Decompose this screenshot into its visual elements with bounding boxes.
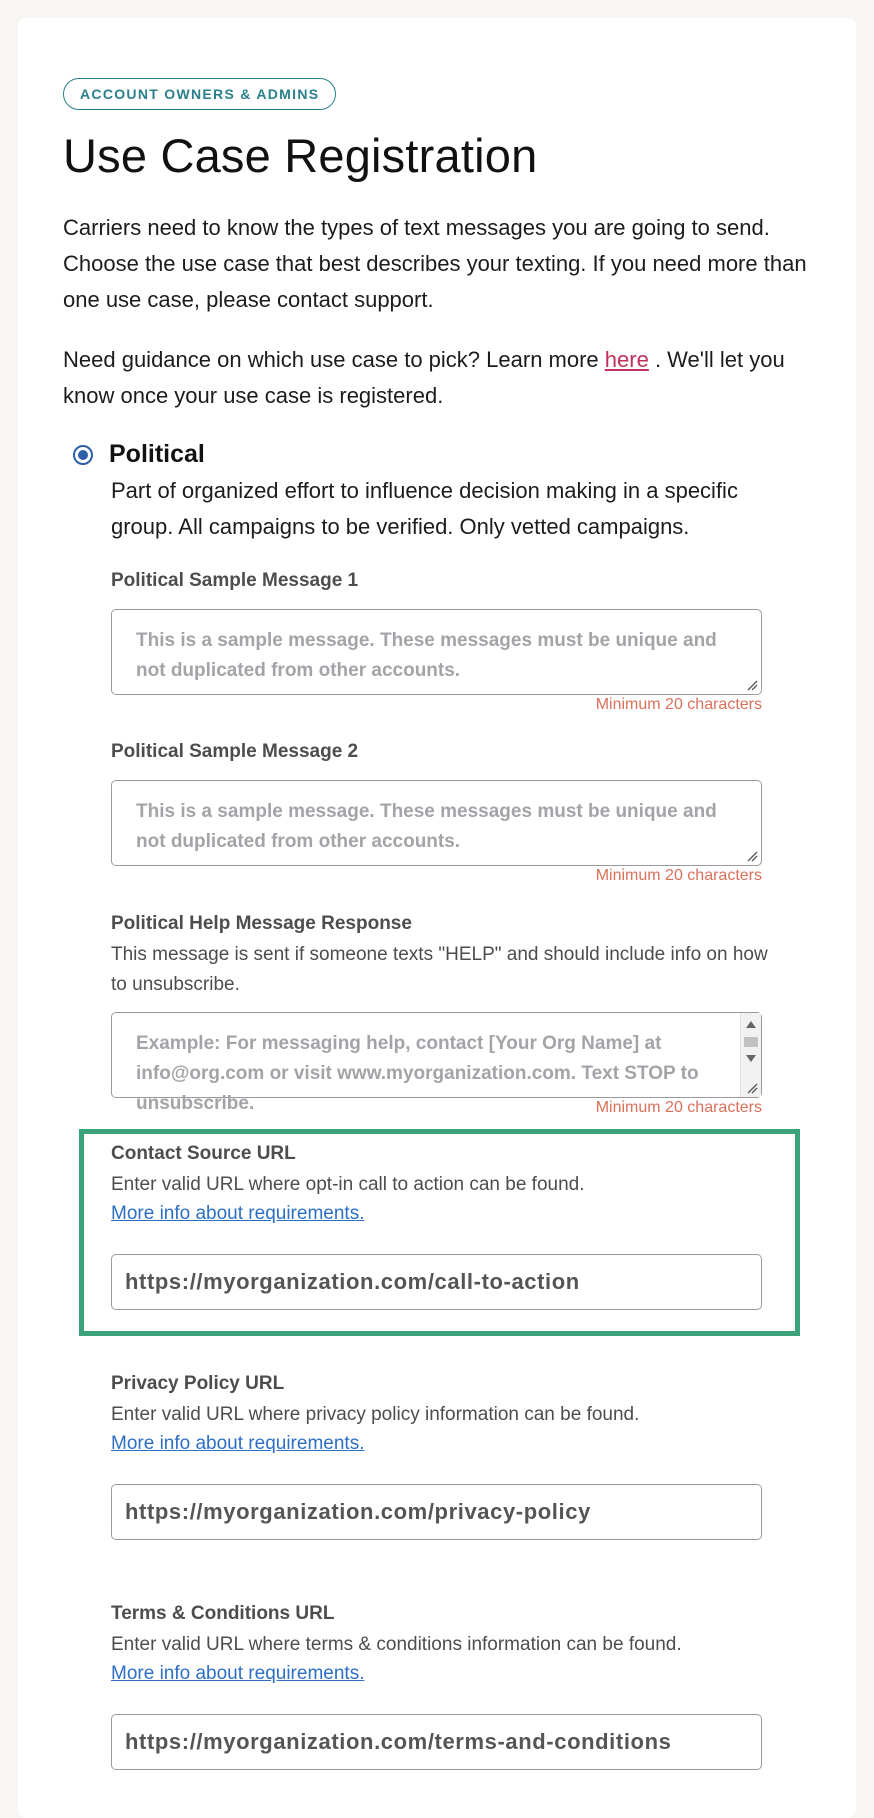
use-case-label[interactable]: Political — [109, 440, 205, 468]
page-title: Use Case Registration — [63, 129, 538, 182]
scroll-thumb[interactable] — [744, 1037, 758, 1047]
sample-message-1-label: Political Sample Message 1 — [111, 570, 359, 591]
guidance-here-link[interactable]: here — [604, 347, 649, 372]
sample-message-1-textarea[interactable] — [111, 609, 762, 695]
privacy-policy-label: Privacy Policy URL — [111, 1373, 285, 1394]
terms-conditions-help: Enter valid URL where terms & conditions information can be found. — [111, 1634, 682, 1655]
contact-source-url-input[interactable]: https://myorganization.com/call-to-action — [111, 1254, 762, 1310]
guidance-paragraph — [63, 342, 823, 414]
audience-badge-label: ACCOUNT OWNERS & ADMINS — [80, 86, 320, 102]
resize-grip-icon[interactable] — [746, 1082, 758, 1094]
intro-paragraph: Carriers need to know the types of text messages you are going to send. Choose the use case that best describes your texting. If you need more than one use case, please contact support. — [63, 215, 807, 312]
use-case-radio[interactable] — [73, 445, 93, 465]
help-message-help: This message is sent if someone texts "HELP" and should include info on how to unsubscribe. — [111, 944, 768, 995]
privacy-policy-help: Enter valid URL where privacy policy information can be found. — [111, 1404, 640, 1425]
terms-conditions-url-input[interactable]: https://myorganization.com/terms-and-conditions — [111, 1714, 762, 1770]
use-case-option-political[interactable] — [73, 440, 205, 469]
resize-grip-icon[interactable] — [746, 679, 758, 691]
scroll-down-icon[interactable] — [746, 1055, 756, 1062]
contact-source-label: Contact Source URL — [111, 1143, 296, 1164]
audience-badge — [63, 78, 336, 110]
sample-message-2-placeholder: This is a sample message. These messages must be unique and not duplicated from other accounts. — [136, 801, 717, 852]
resize-grip-icon[interactable] — [746, 850, 758, 862]
sample-message-2-label: Political Sample Message 2 — [111, 741, 359, 762]
privacy-policy-url-input[interactable]: https://myorganization.com/privacy-policy — [111, 1484, 762, 1540]
contact-source-requirements-link[interactable]: More info about requirements. — [111, 1203, 365, 1224]
sample-message-1-hint: Minimum 20 characters — [595, 696, 762, 713]
use-case-description: Part of organized effort to influence decision making in a specific group. All campaigns to be verified. Only vetted campaigns. — [111, 478, 738, 539]
privacy-policy-requirements-link[interactable]: More info about requirements. — [111, 1433, 365, 1454]
help-message-placeholder: Example: For messaging help, contact [Your Org Name] at info@org.com or visit www.myorganization.com. Text STOP to unsubscribe. — [136, 1033, 699, 1114]
guidance-text: Need guidance on which use case to pick? Learn more — [63, 347, 605, 372]
scroll-up-icon[interactable] — [746, 1021, 756, 1028]
guidance-text-end: . We'll let you know once your use case is registered. — [63, 347, 785, 408]
sample-message-2-textarea[interactable] — [111, 780, 762, 866]
help-message-label: Political Help Message Response — [111, 913, 412, 934]
sample-message-1-placeholder: This is a sample message. These messages must be unique and not duplicated from other accounts. — [136, 630, 717, 681]
terms-conditions-requirements-link[interactable]: More info about requirements. — [111, 1663, 365, 1684]
help-message-hint: Minimum 20 characters — [595, 1099, 762, 1116]
terms-conditions-label: Terms & Conditions URL — [111, 1603, 335, 1624]
radio-selected-dot — [78, 450, 88, 460]
sample-message-2-hint: Minimum 20 characters — [595, 867, 762, 884]
contact-source-help: Enter valid URL where opt-in call to action can be found. — [111, 1174, 585, 1195]
